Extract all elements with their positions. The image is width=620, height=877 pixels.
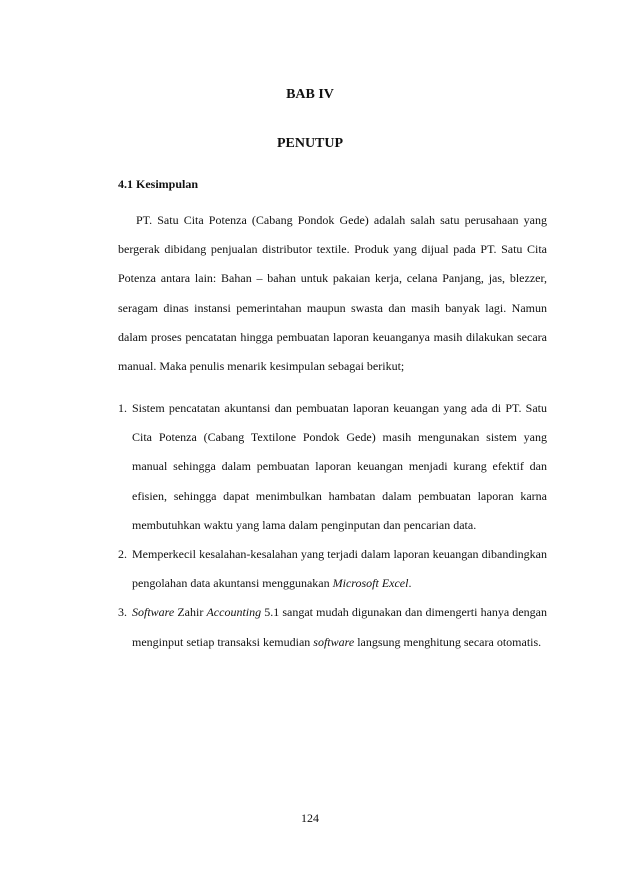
list-item-text-italic: Accounting [206, 605, 262, 620]
list-item-text-part: 5.1 sangat mudah digunakan dan dimengerti hanya dengan menginput setiap transaksi kemudian [132, 605, 547, 649]
list-item-text-part: langsung menghitung secara otomatis. [354, 634, 542, 649]
list-item-text [132, 540, 547, 598]
list-item [118, 394, 547, 540]
list-item-text: Sistem pencatatan akuntansi dan pembuatan laporan keuangan yang ada di PT. Satu Cita Potenza (Cabang Textilone Pondok Gede) masih mengunakan sistem yang manual sehingga dalam pembuatan laporan keuangan menjadi kurang efektif dan efisien, sehingga dapat menimbulkan hambatan dalam pembuatan laporan karna membutuhkan waktu yang lama dalam penginputan dan pencarian data. [132, 401, 547, 532]
conclusion-paragraph-text: PT. Satu Cita Potenza (Cabang Pondok Gede) adalah salah satu perusahaan yang bergerak dibidang penjualan distributor textile. Produk yang dijual pada PT. Satu Cita Potenza antara lain: Bahan – bahan untuk pakaian kerja, celana Panjang, jas, blezzer, seragam dinas instansi pemerintahan maupun swasta dan masih banyak lagi. Namun dalam proses pencatatan hingga pembuatan laporan keuanganya masih dilakukan secara manual. Maka penulis menarik kesimpulan sebagai berikut; [118, 213, 547, 374]
list-item-text-part: Memperkecil kesalahan-kesalahan yang terjadi dalam laporan keuangan dibandingkan pengolahan data akuntansi menggunakan [132, 547, 547, 591]
list-item-text-part: Zahir [174, 605, 207, 620]
page-number: 124 [301, 811, 319, 825]
conclusion-paragraph [118, 206, 547, 381]
list-item-number: 3. [118, 605, 127, 620]
list-item [118, 540, 547, 598]
list-item-number: 1. [118, 401, 127, 415]
chapter-heading: BAB IV [286, 87, 334, 102]
list-item-text [132, 598, 547, 656]
list-item-number: 2. [118, 547, 127, 562]
list-item-text-italic: Software [132, 605, 175, 620]
list-item-text-italic: software [313, 634, 355, 649]
section-heading: 4.1 Kesimpulan [118, 177, 199, 191]
conclusion-list [118, 394, 547, 657]
chapter-title: PENUTUP [276, 136, 344, 151]
list-item-text-part: . [408, 576, 412, 591]
list-item [118, 598, 547, 656]
list-item-text-italic: Microsoft Excel [332, 576, 409, 591]
